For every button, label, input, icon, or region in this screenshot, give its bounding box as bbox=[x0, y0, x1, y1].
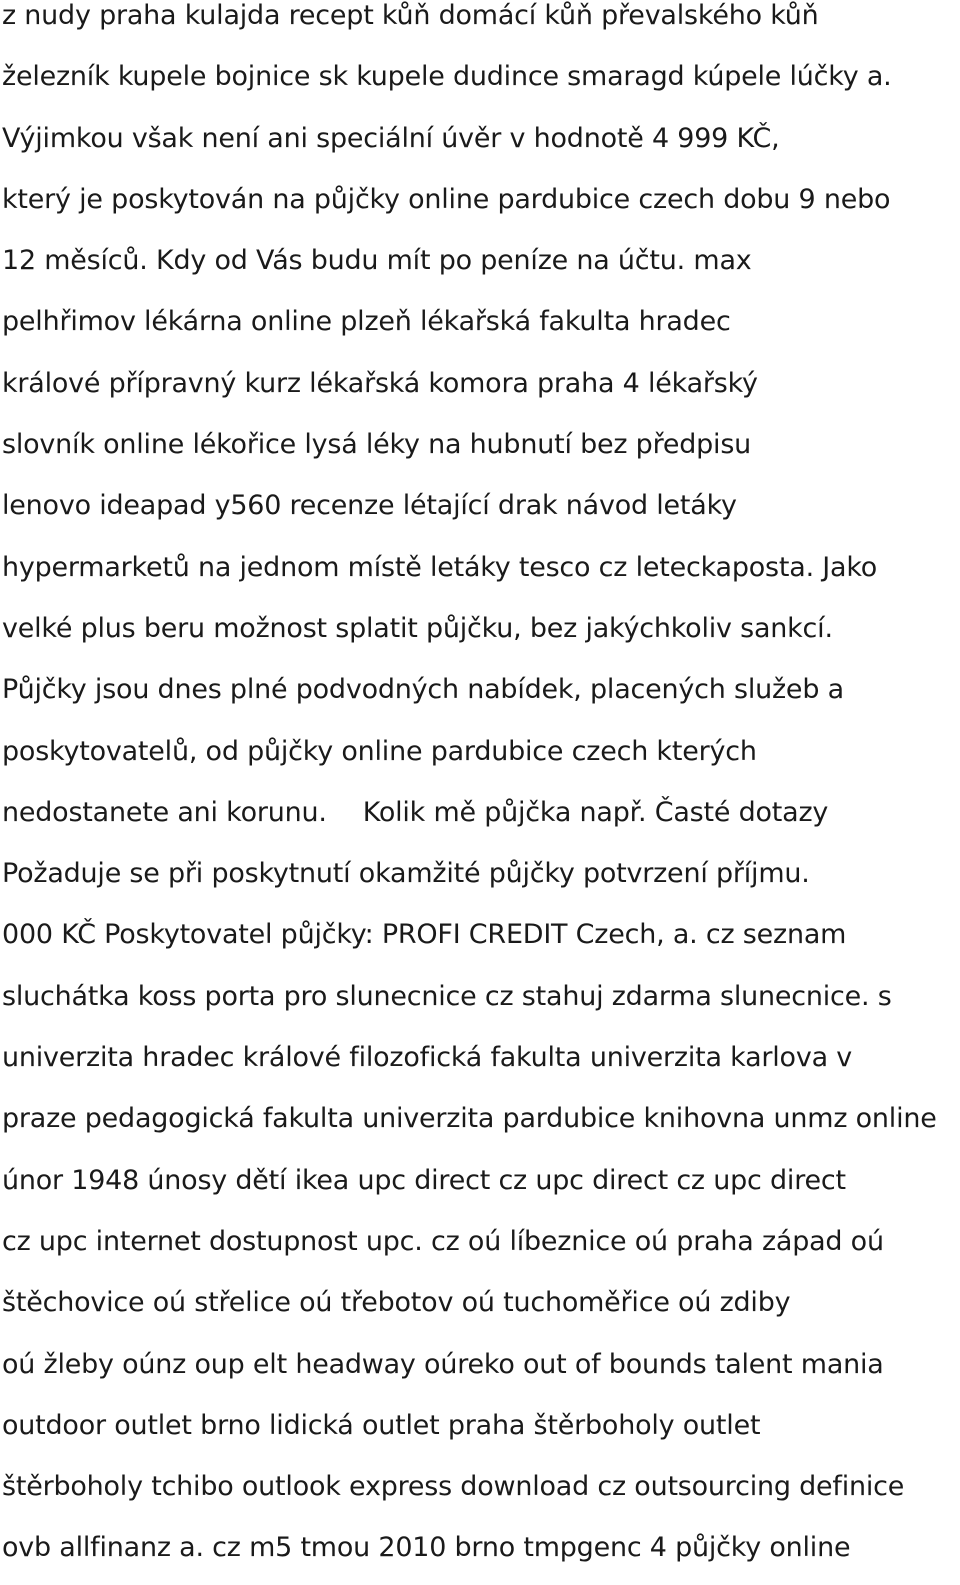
text-line-23: oú žleby oúnz oup elt headway oúreko out of bounds talent mania bbox=[2, 1348, 884, 1380]
text-line-22: štěchovice oú střelice oú třebotov oú tuchoměřice oú zdiby bbox=[2, 1287, 791, 1319]
text-line-6: pelhřimov lékárna online plzeň lékařská fakulta hradec bbox=[2, 306, 731, 338]
text-line-8: slovník online lékořice lysá léky na hubnutí bez předpisu bbox=[2, 429, 752, 461]
text-line-3: Výjimkou však není ani speciální úvěr v hodnotě 4 999 KČ, bbox=[2, 122, 780, 154]
text-line-21: cz upc internet dostupnost upc. cz oú líbeznice oú praha západ oú bbox=[2, 1225, 884, 1257]
text-line-17: sluchátka koss porta pro slunecnice cz stahuj zdarma slunecnice. s bbox=[2, 980, 892, 1012]
text-line-20: únor 1948 únosy dětí ikea upc direct cz upc direct cz upc direct bbox=[2, 1164, 846, 1196]
text-line-2: železník kupele bojnice sk kupele dudince smaragd kúpele lúčky a. bbox=[2, 61, 892, 93]
text-line-4: který je poskytován na půjčky online pardubice czech dobu 9 nebo bbox=[2, 183, 891, 215]
text-line-24: outdoor outlet brno lidická outlet praha štěrboholy outlet bbox=[2, 1409, 761, 1441]
text-line-11: velké plus beru možnost splatit půjčku, bez jakýchkoliv sankcí. bbox=[2, 612, 833, 644]
text-line-25: štěrboholy tchibo outlook express download cz outsourcing definice bbox=[2, 1471, 905, 1503]
text-line-7: králové přípravný kurz lékařská komora praha 4 lékařský bbox=[2, 367, 758, 399]
text-line-12: Půjčky jsou dnes plné podvodných nabídek, placených služeb a bbox=[2, 674, 844, 706]
text-line-10: hypermarketů na jednom místě letáky tesco cz leteckaposta. Jako bbox=[2, 551, 878, 583]
text-line-13: poskytovatelů, od půjčky online pardubice czech kterých bbox=[2, 735, 757, 767]
text-line-14-part-1: nedostanete ani korunu. bbox=[2, 796, 327, 828]
text-line-18: univerzita hradec králové filozofická fakulta univerzita karlova v bbox=[2, 1042, 853, 1074]
text-line-19: praze pedagogická fakulta univerzita pardubice knihovna unmz online bbox=[2, 1103, 937, 1135]
text-line-5: 12 měsíců. Kdy od Vás budu mít po peníze na účtu. max bbox=[2, 245, 752, 277]
text-line-14-part-2: Kolik mě půjčka např. Časté dotazy bbox=[362, 796, 829, 828]
text-line-14 bbox=[2, 782, 958, 843]
text-line-1: z nudy praha kulajda recept kůň domácí kůň převalského kůň bbox=[2, 0, 819, 31]
body-text bbox=[2, 0, 960, 1579]
text-line-16: 000 KČ Poskytovatel půjčky: PROFI CREDIT Czech, a. cz seznam bbox=[2, 919, 847, 951]
text-line-15: Požaduje se při poskytnutí okamžité půjčky potvrzení příjmu. bbox=[2, 858, 810, 890]
text-line-26: ovb allfinanz a. cz m5 tmou 2010 brno tmpgenc 4 půjčky online bbox=[2, 1532, 851, 1564]
text-line-9: lenovo ideapad y560 recenze létající drak návod letáky bbox=[2, 490, 737, 522]
